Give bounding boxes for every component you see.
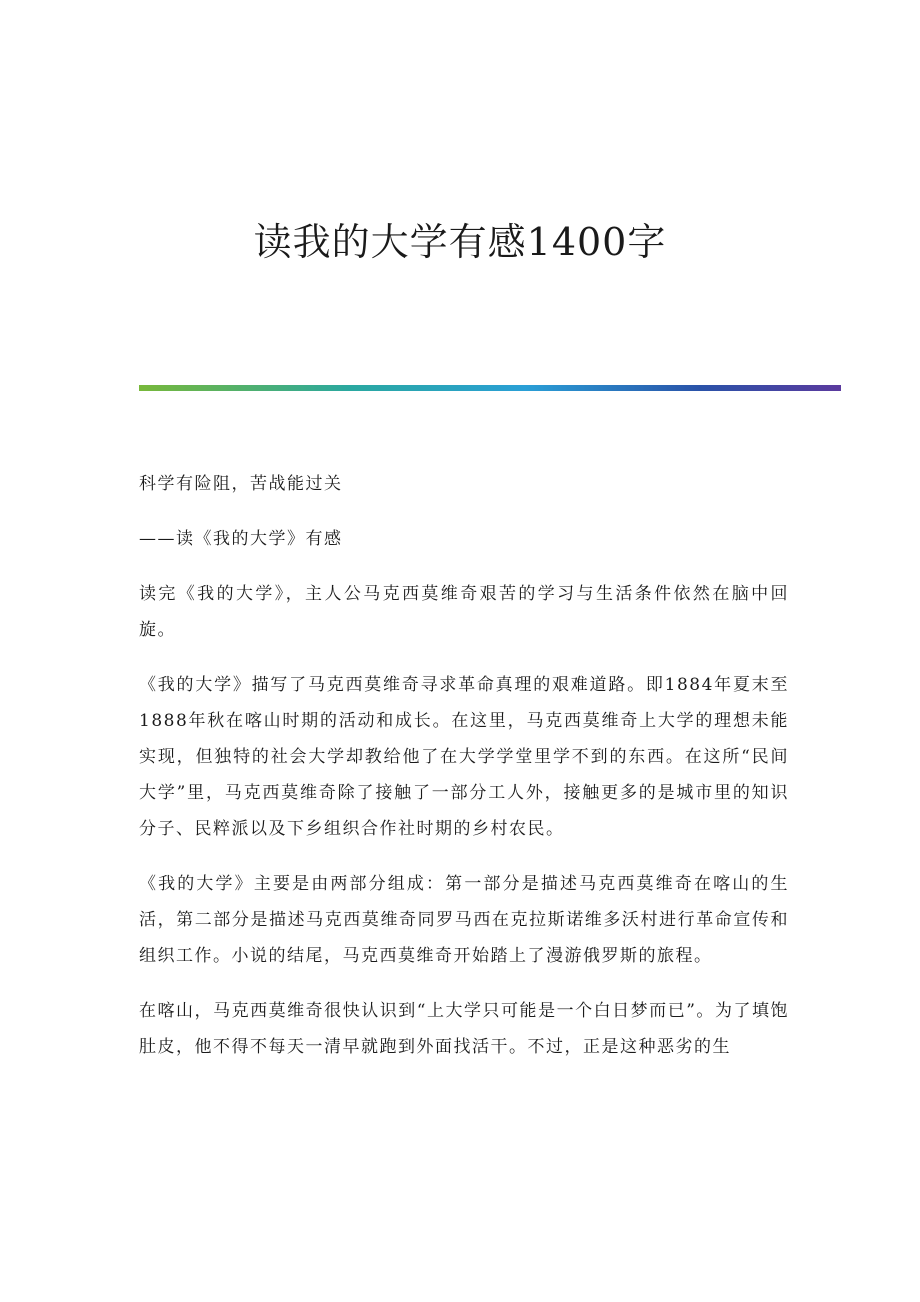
subtitle-line: 科学有险阻，苦战能过关 — [139, 474, 343, 494]
body-paragraph: 《我的大学》主要是由两部分组成：第一部分是描述马克西莫维奇在喀山的生活，第二部分是描述马克西莫维奇同罗马西在克拉斯诺维多沃村进行革命宣传和组织工作。小说的结尾，马克西莫维奇开始踏上了漫游俄罗斯的旅程。 — [139, 874, 789, 966]
document-body — [139, 466, 789, 1084]
page-title: 读我的大学有感1400字 — [253, 220, 667, 264]
body-paragraph: 《我的大学》描写了马克西莫维奇寻求革命真理的艰难道路。即1884年夏末至1888年秋在喀山时期的活动和成长。在这里，马克西莫维奇上大学的理想未能实现，但独特的社会大学却教给他了在大学学堂里学不到的东西。在这所“民间大学”里，马克西莫维奇除了接触了一部分工人外，接触更多的是城市里的知识分子、民粹派以及下乡组织合作社时期的乡村农民。 — [139, 675, 789, 839]
subtitle-line: ——读《我的大学》有感 — [139, 529, 343, 549]
body-paragraph: 读完《我的大学》，主人公马克西莫维奇艰苦的学习与生活条件依然在脑中回旋。 — [139, 584, 789, 640]
title-divider — [139, 385, 841, 391]
body-paragraph: 在喀山，马克西莫维奇很快认识到“上大学只可能是一个白日梦而已”。为了填饱肚皮，他不得不每天一清早就跑到外面找活干。不过，正是这种恶劣的生 — [139, 1001, 789, 1057]
